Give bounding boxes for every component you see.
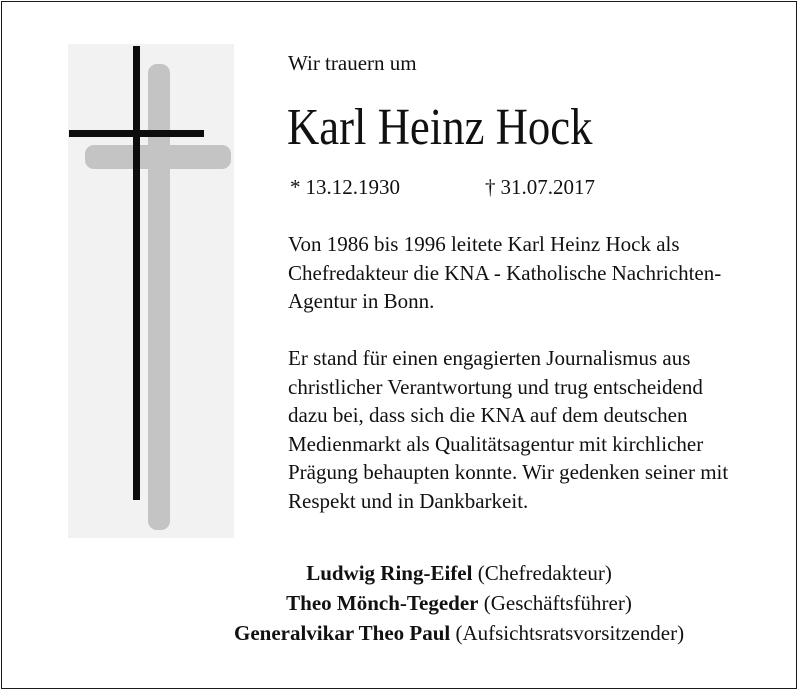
- birth-symbol: *: [290, 175, 301, 199]
- signer: [234, 588, 684, 618]
- death-symbol: †: [485, 175, 496, 199]
- signer-role: (Aufsichtsratsvorsitzender): [455, 621, 685, 645]
- signers-list: [234, 558, 684, 648]
- paragraph-line: Agentur in Bonn.: [288, 289, 435, 314]
- intro-text: Wir trauern um: [288, 51, 417, 75]
- paragraph-line: Prägung behaupten konnte. Wir gedenken seiner mit: [288, 460, 729, 485]
- paragraph-line: Chefredakteur die KNA - Katholische Nachrichten-: [288, 260, 722, 285]
- birth-date-line: [290, 174, 400, 200]
- paragraph-line: Respekt und in Dankbarkeit.: [288, 488, 529, 513]
- paragraph-line: christlicher Verantwortung und trug entscheidend: [288, 374, 703, 399]
- paragraph-line: Von 1986 bis 1996 leitete Karl Heinz Hock als: [288, 232, 680, 256]
- tribute-paragraph: [288, 344, 758, 516]
- signer-name: Generalvikar Theo Paul: [234, 621, 451, 645]
- death-date-line: [485, 174, 595, 200]
- paragraph-line: Medienmarkt als Qualitätsagentur mit kirchlicher: [288, 431, 704, 456]
- paragraph-line: Er stand für einen engagierten Journalismus aus: [288, 346, 691, 370]
- signer: [234, 618, 684, 648]
- death-date: 31.07.2017: [500, 175, 595, 199]
- signer-role: (Geschäftsführer): [483, 591, 632, 615]
- cross-beam-horizontal: [69, 130, 204, 137]
- deceased-name: Karl Heinz Hock: [287, 99, 593, 156]
- paragraph-line: dazu bei, dass sich die KNA auf dem deutschen: [288, 403, 688, 428]
- signer-name: Ludwig Ring-Eifel: [306, 561, 473, 585]
- biography-paragraph: [288, 230, 758, 316]
- signer-role: (Chefredakteur): [477, 561, 612, 585]
- birth-date: 13.12.1930: [305, 175, 400, 199]
- signer: [234, 558, 684, 588]
- signer-name: Theo Mönch-Tegeder: [286, 591, 479, 615]
- cross-shadow-horizontal: [85, 145, 231, 169]
- cross-beam-vertical: [133, 46, 140, 500]
- obituary-notice: [1, 1, 797, 689]
